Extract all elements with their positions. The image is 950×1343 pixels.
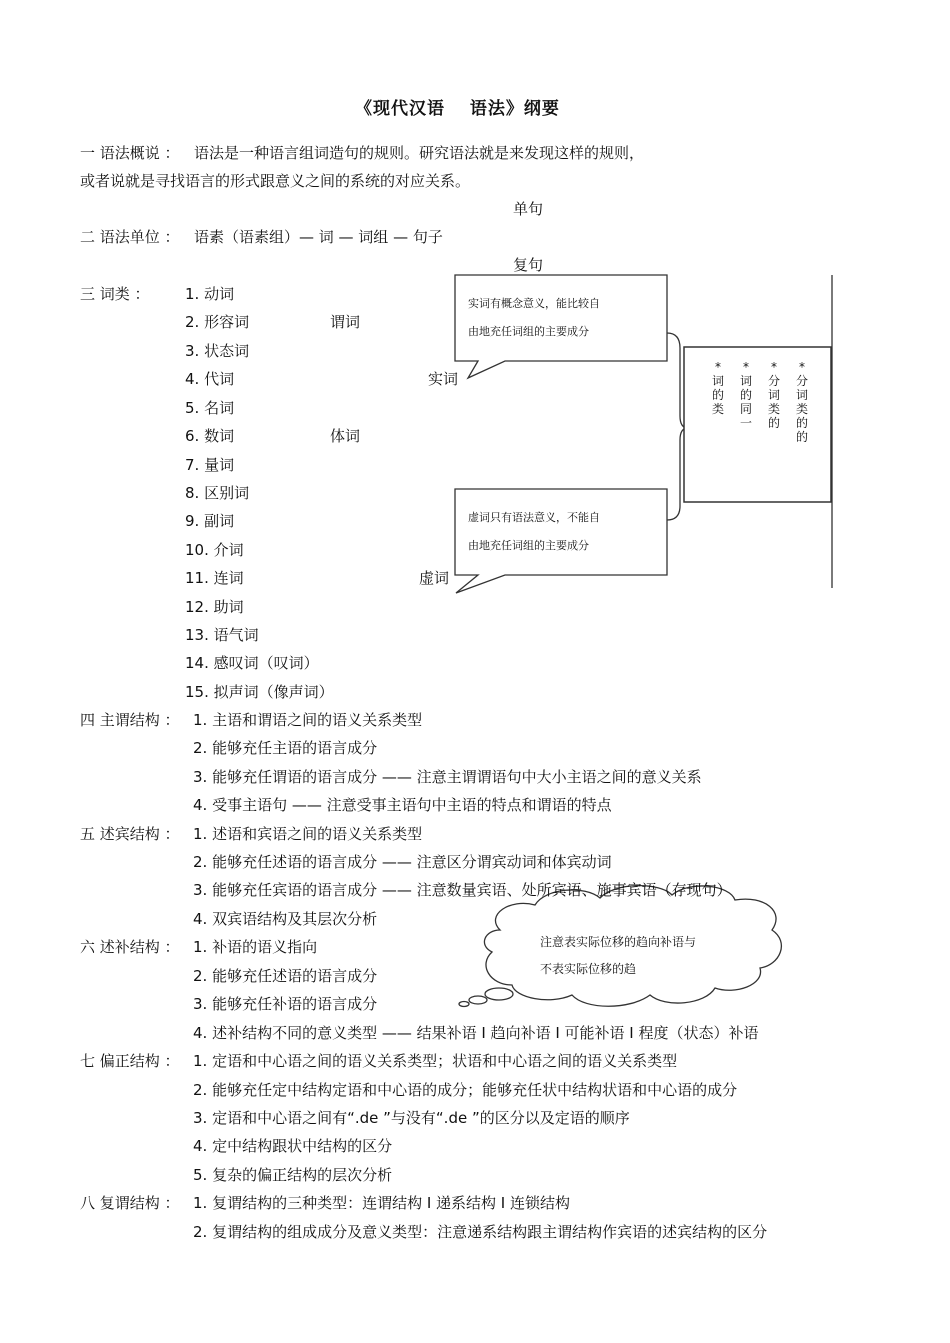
word-class-item: 2. 形容词 [185, 313, 250, 331]
box-column: *分词类的的 [795, 360, 808, 444]
section-1-line-1: 语法是一种语言组词造句的规则。研究语法就是来发现这样的规则， [194, 144, 645, 162]
word-class-item: 8. 区别词 [185, 484, 250, 502]
section-6-item: 3. 能够充任补语的语言成分 [193, 995, 378, 1013]
sentence-type-single: 单句 [513, 200, 544, 218]
callout-shici-line-1: 实词有概念意义，能比较自 [468, 297, 600, 310]
section-5-item: 2. 能够充任述语的语言成分 —— 注意区分谓宾动词和体宾动词 [193, 853, 612, 871]
word-class-item: 6. 数词 [185, 427, 235, 445]
section-4-item: 2. 能够充任主语的语言成分 [193, 739, 378, 757]
word-class-item: 1. 动词 [185, 285, 235, 303]
sentence-type-complex: 复句 [513, 256, 544, 274]
box-column: *词的同一 [739, 360, 752, 430]
section-4-heading: 四 主谓结构 ： [80, 711, 180, 729]
section-5-item: 1. 述语和宾语之间的语义关系类型 [193, 825, 423, 843]
word-class-item: 10. 介词 [185, 541, 244, 559]
word-class-item: 12. 助词 [185, 598, 244, 616]
section-8-item: 1. 复谓结构的三种类型：连谓结构 Ⅰ 递系结构 Ⅰ 连锁结构 [193, 1194, 571, 1212]
cloud-note-line-1: 注意表实际位移的趋向补语与 [540, 935, 697, 949]
word-class-item: 11. 连词 [185, 569, 244, 587]
word-class-item: 13. 语气词 [185, 626, 259, 644]
callout-xuci-line-1: 虚词只有语法意义，不能自 [468, 511, 600, 524]
word-class-item: 14. 感叹词（叹词） [185, 654, 319, 672]
section-1-line-2: 或者说就是寻找语言的形式跟意义之间的系统的对应关系。 [80, 172, 471, 190]
callout-shici-line-2: 由地充任词组的主要成分 [468, 325, 589, 338]
section-7-item: 2. 能够充任定中结构定语和中心语的成分；能够充任状中结构状语和中心语的成分 [193, 1081, 738, 1099]
section-6-item: 2. 能够充任述语的语言成分 [193, 967, 378, 985]
group-label-tici: 体词 [330, 427, 361, 445]
word-class-item: 15. 拟声词（像声词） [185, 683, 334, 701]
section-6-heading: 六 述补结构 ： [80, 938, 180, 956]
section-7-item: 5. 复杂的偏正结构的层次分析 [193, 1166, 393, 1184]
group-label-xuci: 虚词 [419, 569, 450, 587]
section-6-item: 1. 补语的语义指向 [193, 938, 318, 956]
section-8-heading: 八 复谓结构 ： [80, 1194, 180, 1212]
section-4-item: 1. 主语和谓语之间的语义关系类型 [193, 711, 423, 729]
section-5-item: 3. 能够充任宾语的语言成分 —— 注意数量宾语、处所宾语、施事宾语（存现句） [193, 881, 732, 899]
word-class-item: 9. 副词 [185, 512, 235, 530]
section-6-item: 4. 述补结构不同的意义类型 —— 结果补语 Ⅰ 趋向补语 Ⅰ 可能补语 Ⅰ 程度（状态）补语 [193, 1024, 759, 1042]
section-2-heading: 二 语法单位 ： [80, 228, 180, 246]
cloud-note-line-2: 不表实际位移的趋 [540, 962, 637, 976]
group-label-shici: 实词 [428, 370, 459, 388]
section-4-item: 3. 能够充任谓语的语言成分 —— 注意主谓谓语句中大小主语之间的意义关系 [193, 768, 702, 786]
section-3-heading: 三 词类 ： [80, 285, 150, 303]
callout-xuci-line-2: 由地充任词组的主要成分 [468, 539, 589, 552]
section-7-heading: 七 偏正结构 ： [80, 1052, 180, 1070]
section-8-item: 2. 复谓结构的组成成分及意义类型：注意递系结构跟主谓结构作宾语的述宾结构的区分 [193, 1223, 768, 1241]
word-class-item: 4. 代词 [185, 370, 235, 388]
section-1-heading: 一 语法概说 ： [80, 144, 180, 162]
section-7-item: 1. 定语和中心语之间的语义关系类型；状语和中心语之间的语义关系类型 [193, 1052, 678, 1070]
word-class-item: 5. 名词 [185, 399, 235, 417]
section-4-item: 4. 受事主语句 —— 注意受事主语句中主语的特点和谓语的特点 [193, 796, 612, 814]
section-7-item: 3. 定语和中心语之间有“.de ”与没有“.de ”的区分以及定语的顺序 [193, 1109, 630, 1127]
section-5-item: 4. 双宾语结构及其层次分析 [193, 910, 378, 928]
word-class-item: 7. 量词 [185, 456, 235, 474]
section-5-heading: 五 述宾结构 ： [80, 825, 180, 843]
word-class-item: 3. 状态词 [185, 342, 250, 360]
box-column: *分词类的 [767, 360, 780, 430]
section-7-item: 4. 定中结构跟状中结构的区分 [193, 1137, 393, 1155]
grammar-unit-chain: 语素（语素组）— 词 — 词组 — 句子 [194, 228, 443, 246]
page-title: 《现代汉语 语法》纲要 [355, 99, 560, 119]
box-column: *词的类 [711, 360, 724, 416]
group-label-weici: 谓词 [330, 313, 361, 331]
